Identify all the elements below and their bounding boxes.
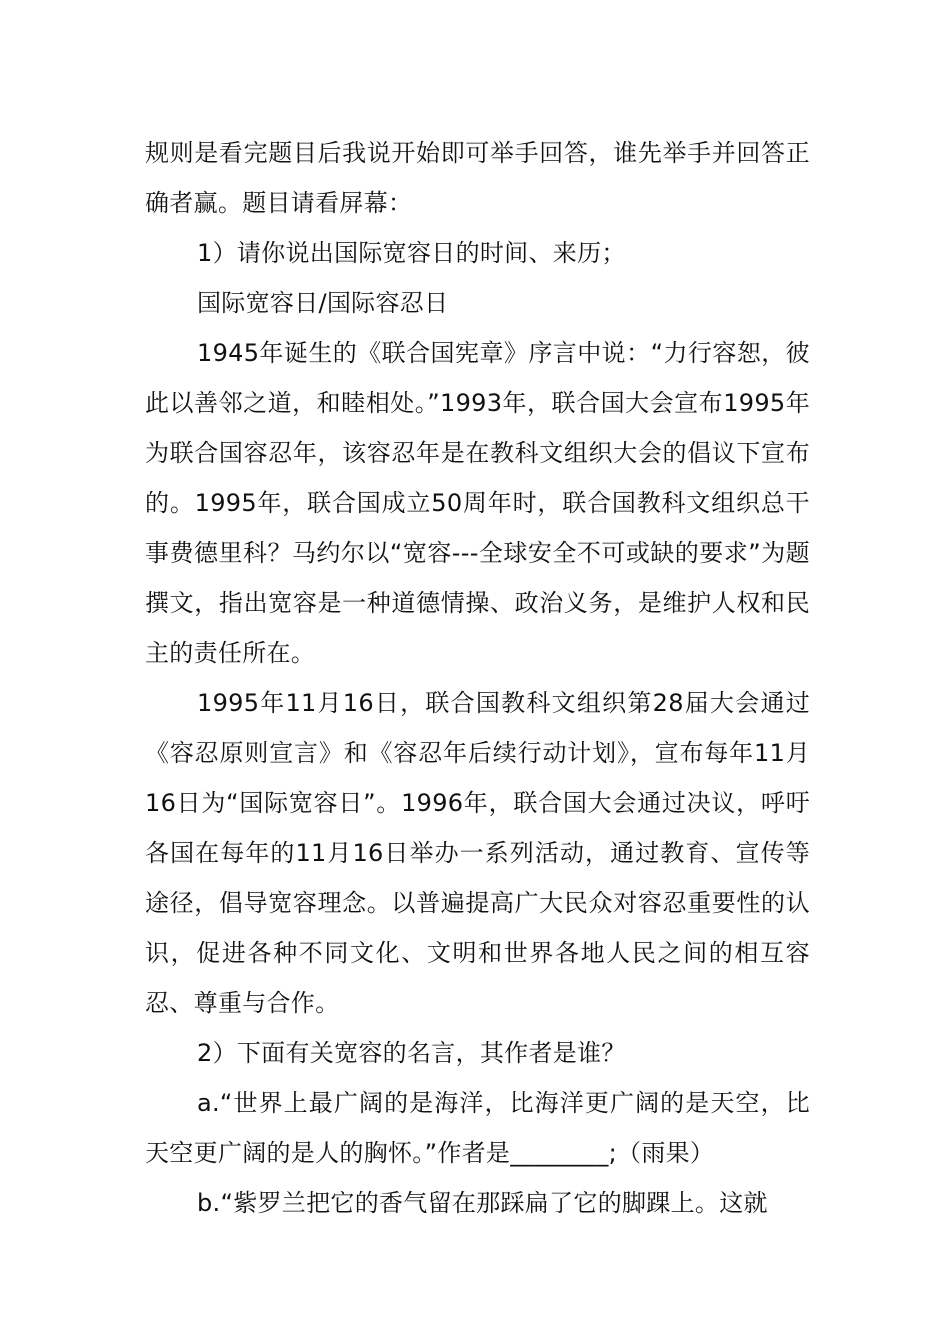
quote-b: b.“紫罗兰把它的香气留在那踩扁了它的脚踝上。这就 xyxy=(197,1189,768,1217)
section-heading: 国际宽容日/国际容忍日 xyxy=(197,289,449,317)
question-1: 1）请你说出国际宽容日的时间、来历； xyxy=(197,239,626,267)
question-2: 2）下面有关宽容的名言，其作者是谁？ xyxy=(197,1039,626,1067)
quote-a: a.“世界上最广阔的是海洋，比海洋更广阔的是天空，比天空更广阔的是人的胸怀。”作者是________;（雨果） xyxy=(145,1089,810,1167)
document-body xyxy=(145,128,810,1228)
paragraph-history-1945: 1945年诞生的《联合国宪章》序言中说：“力行容恕，彼此以善邻之道，和睦相处。”1993年，联合国大会宣布1995年为联合国容忍年，该容忍年是在教科文组织大会的倡议下宣布的。1995年，联合国成立50周年时，联合国教科文组织总干事费德里科？马约尔以“宽容---全球安全不可或缺的要求”为题撰文，指出宽容是一种道德情操、政治义务，是维护人权和民主的责任所在。 xyxy=(145,339,810,667)
paragraph-rules: 规则是看完题目后我说开始即可举手回答，谁先举手并回答正确者赢。题目请看屏幕： xyxy=(145,139,810,217)
paragraph-history-1995: 1995年11月16日，联合国教科文组织第28届大会通过《容忍原则宣言》和《容忍年后续行动计划》，宣布每年11月16日为“国际宽容日”。1996年，联合国大会通过决议，呼吁各国在每年的11月16日举办一系列活动，通过教育、宣传等途径，倡导宽容理念。以普遍提高广大民众对容忍重要性的认识，促进各种不同文化、文明和世界各地人民之间的相互容忍、尊重与合作。 xyxy=(145,689,810,1017)
